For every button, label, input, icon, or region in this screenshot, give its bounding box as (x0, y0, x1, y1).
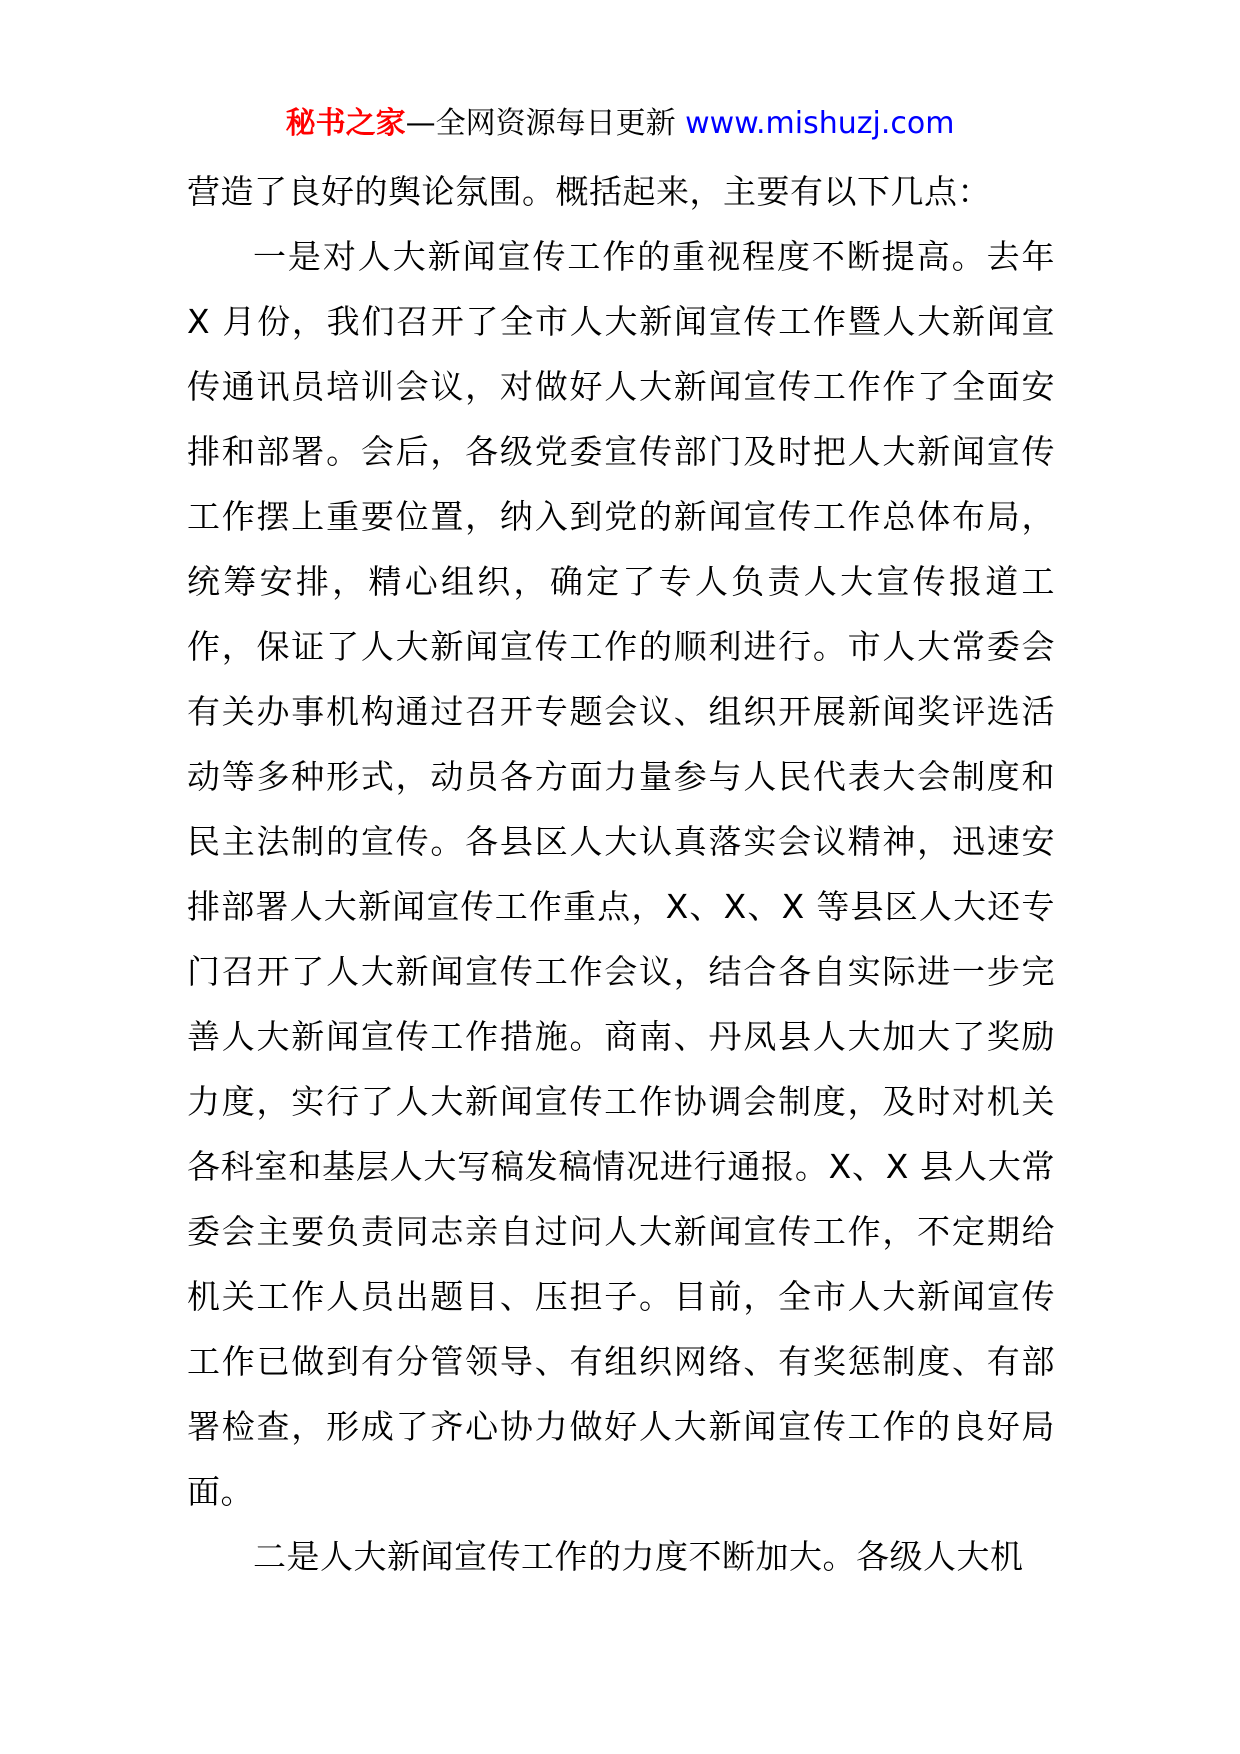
paragraph-continuation: 营造了良好的舆论氛围。概括起来，主要有以下几点： (187, 172, 991, 211)
document-body (187, 159, 1055, 1589)
paragraph-point-one: 一是对人大新闻宣传工作的重视程度不断提高。去年 X 月份，我们召开了全市人大新闻宣传工作暨人大新闻宣传通讯员培训会议，对做好人大新闻宣传工作作了全面安排和部署。会后，各级党委宣传部门及时把人大新闻宣传工作摆上重要位置，纳入到党的新闻宣传工作总体布局，统筹安排，精心组织，确定了专人负责人大宣传报道工作，保证了人大新闻宣传工作的顺利进行。市人大常委会有关办事机构通过召开专题会议、组织开展新闻奖评选活动等多种形式，动员各方面力量参与人民代表大会制度和民主法制的宣传。各县区人大认真落实会议精神，迅速安排部署人大新闻宣传工作重点，X、X、X 等县区人大还专门召开了人大新闻宣传工作会议，结合各自实际进一步完善人大新闻宣传工作措施。商南、丹凤县人大加大了奖励力度，实行了人大新闻宣传工作协调会制度，及时对机关各科室和基层人大写稿发稿情况进行通报。X、X 县人大常委会主要负责同志亲自过问人大新闻宣传工作，不定期给机关工作人员出题目、压担子。目前，全市人大新闻宣传工作已做到有分管领导、有组织网络、有奖惩制度、有部署检查，形成了齐心协力做好人大新闻宣传工作的良好局面。 (187, 237, 1055, 1511)
site-header (0, 104, 1240, 144)
site-tagline: —全网资源每日更新 (405, 106, 686, 141)
site-url-link[interactable]: www.mishuzj.com (685, 106, 955, 141)
site-brand: 秘书之家 (285, 106, 406, 141)
paragraph-point-two: 二是人大新闻宣传工作的力度不断加大。各级人大机 (253, 1537, 1024, 1576)
